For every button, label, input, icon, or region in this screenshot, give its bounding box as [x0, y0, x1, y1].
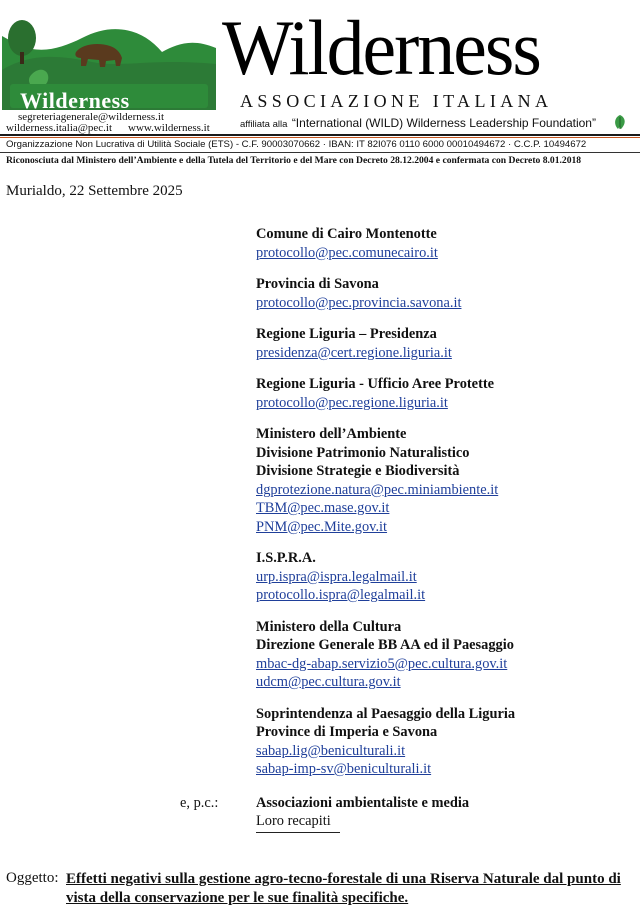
recipient-name: I.S.P.R.A. — [256, 550, 316, 566]
cc-recipient: Associazioni ambientaliste e media — [256, 795, 470, 811]
brand-subtitle: ASSOCIAZIONE ITALIANA — [240, 91, 553, 111]
subject-label: Oggetto: — [6, 870, 59, 886]
recipient-name: Regione Liguria - Ufficio Aree Protette — [256, 376, 495, 392]
recipient-name: Direzione Generale BB AA ed il Paesaggio — [256, 637, 514, 653]
recipient-block — [256, 425, 636, 536]
recipient-name: Soprintendenza al Paesaggio della Liguria — [256, 705, 516, 722]
recipient-email[interactable]: sabap.lig@beniculturali.it — [256, 742, 406, 759]
recipient-email[interactable]: urp.ispra@ispra.legalmail.it — [256, 568, 417, 585]
pec-email[interactable]: wilderness.italia@pec.it — [6, 122, 113, 134]
recipient-block — [256, 225, 636, 262]
association-logo — [2, 8, 216, 110]
affiliation-line — [240, 114, 596, 132]
recipient-name: Regione Liguria – Presidenza — [256, 326, 437, 342]
recipient-name: Divisione Strategie e Biodiversità — [256, 463, 460, 479]
info-divider — [0, 152, 640, 153]
affiliation-name: “International (WILD) Wilderness Leadership Foundation” — [291, 116, 596, 130]
recipient-name: Comune di Cairo Montenotte — [256, 226, 437, 242]
recipient-block — [256, 275, 636, 312]
subject-text: Effetti negativi sulla gestione agro-tecno-forestale di una Riserva Naturale dal punto di vista della conservazione per le sue finalità specifiche. — [66, 871, 621, 906]
recipient-email[interactable]: udcm@pec.cultura.gov.it — [256, 674, 401, 690]
recipient-email[interactable]: dgprotezione.natura@pec.miniambiente.it — [256, 481, 499, 498]
header-accent-rule — [0, 137, 640, 138]
organization-info: Organizzazione Non Lucrativa di Utilità Sociale (ETS) - C.F. 90003070662 · IBAN: IT 82I076 0110 6000 00010494672 · C.C.P. 10494672 — [6, 139, 587, 150]
brand-title: Wilderness — [222, 4, 540, 91]
cc-underline — [256, 832, 340, 833]
recipient-email[interactable]: protocollo@pec.comunecairo.it — [256, 244, 438, 261]
recipient-email[interactable]: sabap-imp-sv@beniculturali.it — [256, 761, 432, 777]
recipient-name: Provincia di Savona — [256, 276, 379, 292]
recipient-block — [256, 375, 636, 412]
recipient-name: Divisione Patrimonio Naturalistico — [256, 444, 470, 461]
recipient-block — [256, 618, 636, 692]
recipient-email[interactable]: TBM@pec.mase.gov.it — [256, 500, 390, 516]
recipient-block — [256, 325, 636, 362]
recipient-block — [256, 705, 636, 779]
logo-wordmark: Wilderness — [20, 88, 130, 110]
recipient-email[interactable]: presidenza@cert.regione.liguria.it — [256, 344, 452, 361]
cc-address: Loro recapiti — [256, 813, 331, 829]
recipient-email[interactable]: protocollo.ispra@legalmail.it — [256, 587, 426, 603]
place-date: Murialdo, 22 Settembre 2025 — [6, 183, 183, 199]
website-link[interactable]: www.wilderness.it — [128, 122, 210, 134]
header-rule — [0, 134, 640, 136]
recipient-email[interactable]: PNM@pec.Mite.gov.it — [256, 518, 388, 535]
recipient-name: Province di Imperia e Savona — [256, 724, 438, 740]
affiliation-prefix: affiliata alla — [240, 119, 288, 130]
recipient-email[interactable]: protocollo@pec.provincia.savona.it — [256, 294, 462, 311]
recipient-name: Ministero dell’Ambiente — [256, 426, 407, 442]
recipient-email[interactable]: mbac-dg-abap.servizio5@pec.cultura.gov.it — [256, 655, 508, 672]
recipient-email[interactable]: protocollo@pec.regione.liguria.it — [256, 394, 448, 411]
cc-label: e, p.c.: — [180, 795, 219, 811]
ministry-recognition: Riconosciuta dal Ministero dell’Ambiente e della Tutela del Territorio e del Mare con Decreto 28.12.2004 e confermata con Decreto 8.01.2018 — [6, 155, 582, 166]
general-secretary-email[interactable]: segreteriagenerale@wilderness.it — [18, 111, 165, 123]
recipient-block — [256, 549, 636, 605]
recipient-list — [256, 225, 636, 779]
recipient-name: Ministero della Cultura — [256, 618, 402, 635]
leaf-icon — [612, 114, 628, 135]
